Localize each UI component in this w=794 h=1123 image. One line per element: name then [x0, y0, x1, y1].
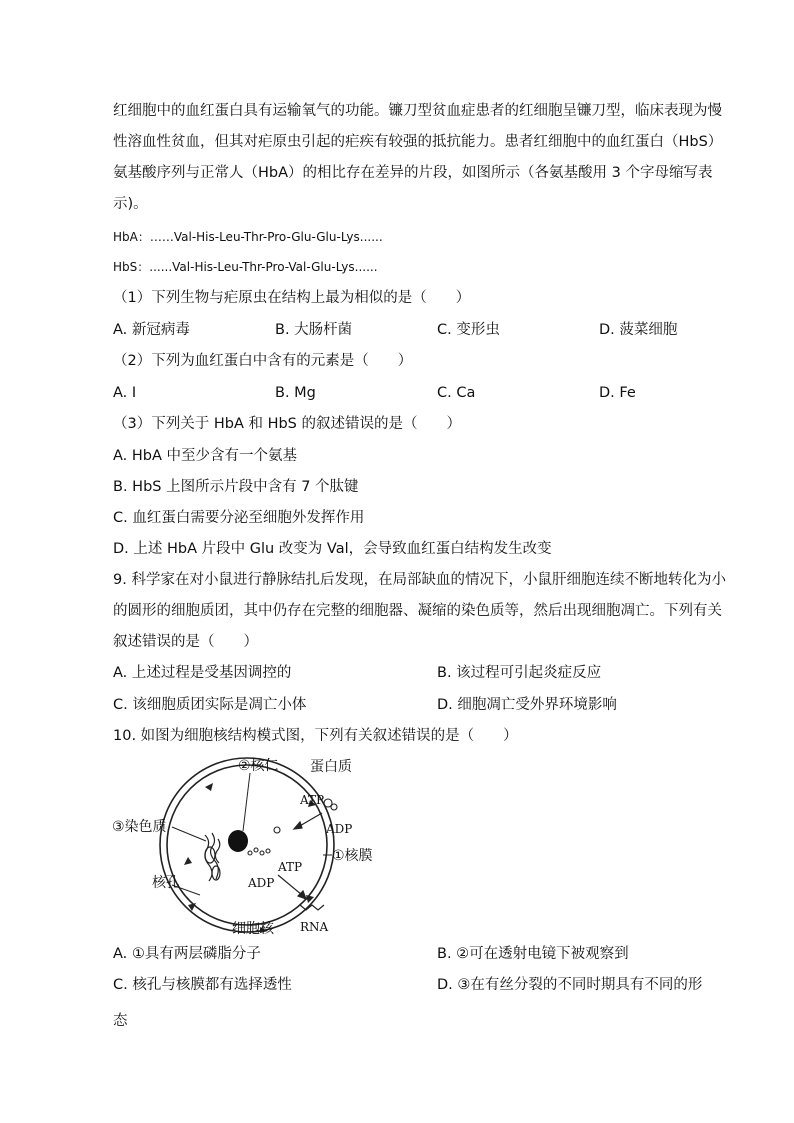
q2-stem: （2）下列为血红蛋白中含有的元素是（ ）	[113, 353, 413, 369]
label-adp-top: ADP	[326, 822, 353, 836]
label-atp-top: ATP	[300, 793, 325, 807]
hbs-sequence: HbS：......Val-His-Leu-Thr-Pro-Val-Glu-Lys......	[113, 260, 378, 274]
q2-option-d: D. Fe	[599, 385, 636, 401]
q1-stem: （1）下列生物与疟原虫在结构上最为相似的是（ ）	[113, 290, 471, 306]
q10-option-b: B. ②可在透射电镜下被观察到	[437, 946, 629, 962]
q9-line-2: 的圆形的细胞质团，其中仍存在完整的细胞器、凝缩的染色质等，然后出现细胞凋亡。下列有关	[113, 603, 722, 619]
label-atp-bottom: ATP	[278, 860, 303, 874]
q9-option-c: C. 该细胞质团实际是凋亡小体	[113, 697, 307, 713]
q10-option-d: D. ③在有丝分裂的不同时期具有不同的形	[437, 977, 703, 993]
label-pore: 核孔	[152, 875, 180, 891]
q3-option-c: C. 血红蛋白需要分泌至细胞外发挥作用	[113, 510, 365, 526]
chromatin-shape	[205, 833, 220, 881]
q9-line-3: 叙述错误的是（ ）	[113, 634, 258, 650]
pore-arrows	[184, 783, 316, 933]
intro-line-4: 示)。	[113, 196, 148, 212]
q9-option-d: D. 细胞凋亡受外界环境影响	[437, 697, 617, 713]
intro-line-3: 氨基酸序列与正常人（HbA）的相比存在差异的片段，如图所示（各氨基酸用 3 个字母缩写表	[113, 165, 713, 181]
q3-option-a: A. HbA 中至少含有一个氨基	[113, 448, 298, 464]
q2-option-c: C. Ca	[437, 385, 476, 401]
q9-line-1: 9. 科学家在对小鼠进行静脉结扎后发现，在局部缺血的情况下，小鼠肝细胞连续不断地转化为小	[113, 572, 726, 588]
label-protein: 蛋白质	[310, 759, 352, 775]
hba-sequence: HbA：……Val-His-Leu-Thr-Pro-Glu-Glu-Lys......	[113, 230, 383, 244]
q1-option-a: A. 新冠病毒	[113, 322, 190, 338]
q1-option-b: B. 大肠杆菌	[275, 322, 353, 338]
q10-option-a: A. ①具有两层磷脂分子	[113, 946, 261, 962]
intro-line-2: 性溶血性贫血，但其对疟原虫引起的疟疾有较强的抵抗能力。患者红细胞中的血红蛋白（HbS）	[113, 134, 723, 150]
intro-line-1: 红细胞中的血红蛋白具有运输氧气的功能。镰刀型贫血症患者的红细胞呈镰刀型，临床表现为慢	[113, 103, 722, 119]
q9-option-a: A. 上述过程是受基因调控的	[113, 665, 292, 681]
q9-option-b: B. 该过程可引起炎症反应	[437, 665, 602, 681]
q1-option-c: C. 变形虫	[437, 322, 500, 338]
label-nucleus: 细胞核	[232, 921, 274, 935]
particles	[248, 827, 280, 855]
q2-option-a: A. I	[113, 385, 137, 401]
label-nucleolus: ②核仁	[238, 758, 279, 774]
label-adp-bottom: ADP	[248, 876, 275, 890]
label-rna: RNA	[300, 920, 329, 934]
q10-option-c: C. 核孔与核膜都有选择透性	[113, 977, 292, 993]
q10-stem: 10. 如图为细胞核结构模式图，下列有关叙述错误的是（ ）	[113, 728, 518, 744]
q3-stem: （3）下列关于 HbA 和 HbS 的叙述错误的是（ ）	[113, 416, 461, 432]
q1-option-d: D. 菠菜细胞	[599, 322, 678, 338]
q3-option-d: D. 上述 HbA 片段中 Glu 改变为 Val，会导致血红蛋白结构发生改变	[113, 541, 552, 557]
q10-option-d-continued: 态	[113, 1013, 128, 1029]
label-membrane: ①核膜	[332, 848, 373, 864]
label-chromatin: ③染色质	[112, 819, 167, 835]
nucleolus-shape	[228, 830, 248, 852]
q3-option-b: B. HbS 上图所示片段中含有 7 个肽键	[113, 479, 359, 495]
q2-option-b: B. Mg	[275, 385, 316, 401]
nucleus-diagram	[110, 755, 380, 935]
rna-shape	[300, 905, 324, 910]
